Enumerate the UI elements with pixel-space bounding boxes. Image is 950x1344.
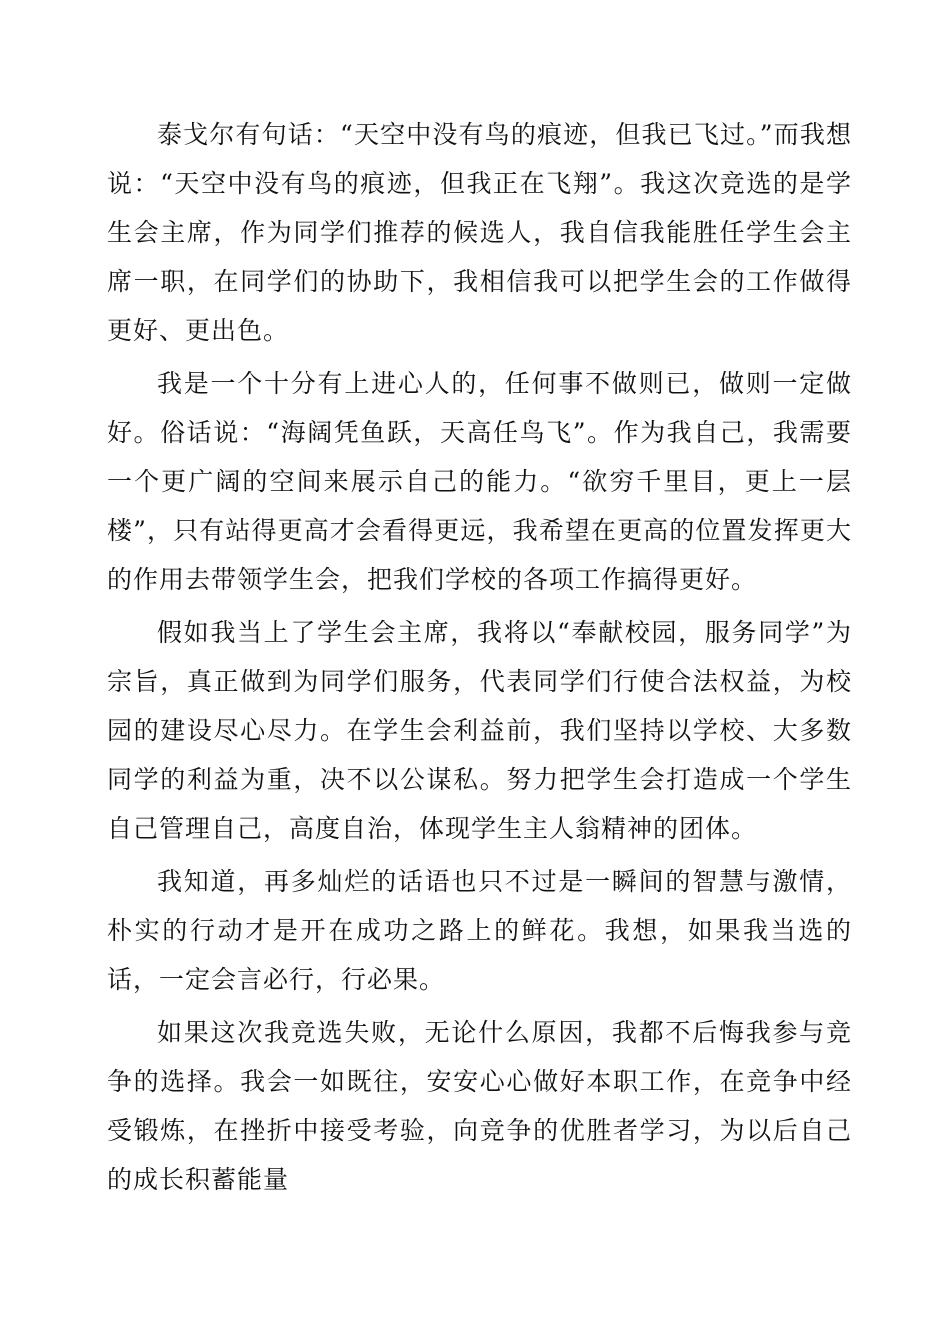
paragraph-4: 我知道，再多灿烂的话语也只不过是一瞬间的智慧与激情，朴实的行动才是开在成功之路上的鲜花。我想，如果我当选的话，一定会言必行，行必果。 [107,867,852,994]
paragraph-2: 我是一个十分有上进心人的，任何事不做则已，做则一定做好。俗话说：“海阔凭鱼跃，天高任鸟飞”。作为我自己，我需要一个更广阔的空间来展示自己的能力。“欲穷千里目，更上一层楼”，只有站得更高才会看得更远，我希望在更高的位置发挥更大的作用去带领学生会，把我们学校的各项工作搞得更好。 [107,369,852,594]
paragraph-1: 泰戈尔有句话：“天空中没有鸟的痕迹，但我已飞过。”而我想说：“天空中没有鸟的痕迹，但我正在飞翔”。我这次竞选的是学生会主席，作为同学们推荐的候选人，我自信我能胜任学生会主席一职，在同学们的协助下，我相信我可以把学生会的工作做得更好、更出色。 [107,120,852,345]
paragraph-3: 假如我当上了学生会主席，我将以“奉献校园，服务同学”为宗旨，真正做到为同学们服务，代表同学们行使合法权益，为校园的建设尽心尽力。在学生会利益前，我们坚持以学校、大多数同学的利益为重，决不以公谋私。努力把学生会打造成一个学生自己管理自己，高度自治，体现学生主人翁精神的团体。 [107,618,852,843]
document-body [107,110,852,1208]
paragraph-5: 如果这次我竞选失败，无论什么原因，我都不后悔我参与竞争的选择。我会一如既往，安安心心做好本职工作，在竞争中经受锻炼，在挫折中接受考验，向竞争的优胜者学习，为以后自己的成长积蓄能量 [107,1018,852,1194]
